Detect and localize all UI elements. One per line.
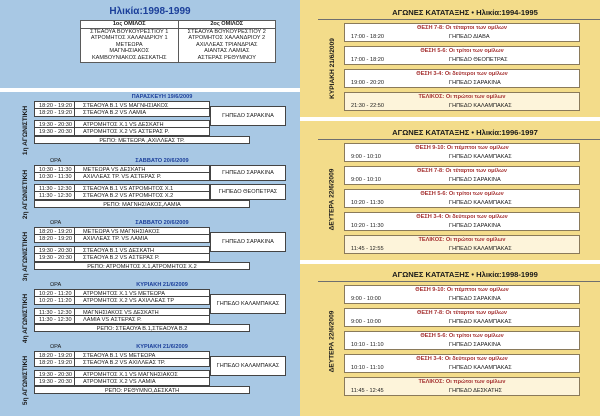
match-time: 19:30 - 20:30	[35, 378, 75, 385]
team: ΑΧΙΛΛΕΑΣ ΤΡΙΑΝΔΡΙΑΣ	[195, 41, 258, 48]
placement-time: 11:45 - 12:55	[351, 246, 384, 252]
placement-box	[344, 166, 580, 185]
court-name: ΓΗΠΕΔΟ ΣΑΡΑΚΙΝΑ	[210, 106, 286, 126]
section-separator	[300, 260, 600, 264]
placement-court: ΓΗΠΕΔΟ ΣΑΡΑΚΙΝΑ	[449, 80, 501, 86]
placement-time: 17:00 - 18:20	[351, 57, 384, 63]
placement-court: ΓΗΠΕΔΟ ΚΑΛΑΜΠΑΚΑΣ	[449, 365, 512, 371]
section-day	[326, 284, 338, 399]
round-label	[20, 228, 32, 284]
match-row	[34, 351, 210, 359]
match-teams: ΣΤΕΑΟΥΑ Β.2 VS ΛΑΜΙΑ	[83, 110, 147, 116]
section-day-text: ΚΥΡΙΑΚΗ 21/6/2009	[328, 37, 336, 99]
section-day	[326, 22, 338, 114]
placement-title: ΘΕΣΗ 7-8: Οι τέταρτοι των ομίλων	[417, 25, 507, 31]
time-header	[34, 94, 74, 101]
time-header: ΩΡΑ	[50, 220, 62, 226]
match-time: 18:20 - 19:20	[35, 359, 75, 366]
match-time: 10:20 - 11:20	[35, 297, 75, 304]
match-time: 11:30 - 12:30	[35, 309, 75, 315]
placement-box	[344, 23, 580, 42]
match-teams: ΑΧΙΛΛΕΑΣ ΤΡ. VS ΛΑΜΙΑ	[83, 236, 148, 242]
team: ΜΑΓΝΗΣΙΑΚΟΣ	[109, 48, 150, 55]
court-name: ΓΗΠΕΔΟ ΘΕΟΠΕΤΡΑΣ	[210, 184, 286, 200]
rest-teams: ΡΕΠΟ: ΣΤΕΑΟΥΑ Β.1,ΣΤΕΑΟΥΑ Β.2	[34, 324, 250, 332]
section-title: ΑΓΩΝΕΣ ΚΑΤΑΤΑΞΗΣ • Ηλικία:1996-1997	[392, 128, 538, 137]
placement-court: ΓΗΠΕΔΟ ΚΑΛΑΜΠΑΚΑΣ	[449, 319, 512, 325]
placement-box	[344, 285, 580, 304]
placement-time: 9:00 - 10:00	[351, 296, 381, 302]
placement-court: ΓΗΠΕΔΟ ΣΑΡΑΚΙΝΑ	[449, 342, 501, 348]
round-date: ΚΥΡΙΑΚΗ 21/6/2009	[136, 344, 188, 350]
match-time: 10:30 - 11:30	[35, 166, 75, 172]
placement-court: ΓΗΠΕΔΟ ΚΑΛΑΜΠΑΚΑΣ	[449, 246, 512, 252]
round-label-text: 5η ΑΓΩΝΙΣΤΙΚΗ	[22, 355, 30, 405]
match-teams: ΑΤΡΟΜΗΤΟΣ Χ.2 VS ΑΣΤΕΡΑΣ Ρ.	[83, 129, 170, 135]
match-row	[34, 101, 210, 109]
section-title: ΑΓΩΝΕΣ ΚΑΤΑΤΑΞΗΣ • Ηλικία:1998-1999	[392, 270, 538, 279]
divider	[0, 88, 300, 92]
placement-time: 21:30 - 22:50	[351, 103, 384, 109]
match-row	[34, 359, 210, 367]
group-1-teams	[81, 28, 179, 62]
court-name: ΓΗΠΕΔΟ ΣΑΡΑΚΙΝΑ	[210, 232, 286, 252]
placement-box	[344, 354, 580, 373]
placement-time: 11:45 - 12:45	[351, 388, 384, 394]
placement-box	[344, 377, 580, 396]
match-teams: ΣΤΕΑΟΥΑ Β.1 VS ΜΕΤΕΩΡΑ	[83, 353, 156, 358]
match-time: 10:30 - 11:30	[35, 173, 75, 180]
round-label-text: 3η ΑΓΩΝΙΣΤΙΚΗ	[22, 231, 30, 281]
placement-court: ΓΗΠΕΔΟ ΔΙΑΒΑ	[449, 34, 490, 40]
match-row	[34, 254, 210, 262]
round-label	[20, 166, 32, 222]
time-header: ΩΡΑ	[50, 282, 62, 288]
match-row	[34, 128, 210, 136]
round-label-text: 1η ΑΓΩΝΙΣΤΙΚΗ	[22, 105, 30, 155]
placement-box	[344, 308, 580, 327]
round-label-text: 2η ΑΓΩΝΙΣΤΙΚΗ	[22, 169, 30, 219]
placement-title: ΘΕΣΗ 5-6: Οι τρίτοι των ομίλων	[420, 333, 504, 339]
section-day-text: ΔΕΥΤΕΡΑ 22/6/2009	[328, 310, 336, 373]
section-separator	[300, 117, 600, 121]
match-teams: ΣΤΕΑΟΥΑ Β.1 VS ΜΑΓΝΗΣΙΑΚΟΣ	[83, 103, 169, 108]
placement-title: ΘΕΣΗ 3-4: Οι δεύτεροι των ομίλων	[416, 71, 508, 77]
section-rule	[318, 281, 600, 282]
match-teams: ΣΤΕΑΟΥΑ Β.2 VS ΑΣΤΕΡΑΣ Ρ.	[83, 255, 160, 261]
team: ΑΙΑΝΤΑΣ ΛΑΜΙΑΣ	[204, 48, 250, 55]
placement-time: 10:20 - 11:30	[351, 223, 384, 229]
placement-title: ΤΕΛΙΚΟΣ: Οι πρώτοι των ομίλων	[418, 237, 506, 243]
round-header	[34, 220, 250, 227]
placement-time: 9:00 - 10:10	[351, 154, 381, 160]
match-teams: ΑΤΡΟΜΗΤΟΣ Χ.2 VS ΛΑΜΙΑ	[83, 379, 156, 385]
team: ΣΤΕΑΟΥΑ ΒΟΥΚΟΥΡΕΣΤΙΟΥ 1	[90, 28, 169, 35]
match-time: 19:30 - 20:30	[35, 128, 75, 135]
match-time: 18:20 - 19:20	[35, 352, 75, 358]
rest-teams: ΡΕΠΟ: ΑΤΡΟΜΗΤΟΣ Χ.1,ΑΤΡΟΜΗΤΟΣ Χ.2	[34, 262, 250, 270]
round-date: ΣΑΒΒΑΤΟ 20/6/2009	[135, 158, 189, 164]
team: ΑΤΡΟΜΗΤΟΣ ΧΑΛΑΝΔΡΙΟΥ 1	[90, 35, 168, 42]
placement-time: 10:10 - 11:10	[351, 365, 384, 371]
placement-title: ΘΕΣΗ 5-6: Οι τρίτοι των ομίλων	[420, 48, 504, 54]
placement-time: 10:20 - 11:30	[351, 200, 384, 206]
placement-title: ΘΕΣΗ 9-10: Οι πέμπτοι των ομίλων	[415, 287, 509, 293]
placement-court: ΓΗΠΕΔΟ ΚΑΛΑΜΠΑΚΑΣ	[449, 200, 512, 206]
groups-table	[80, 20, 276, 63]
placement-title: ΘΕΣΗ 5-6: Οι τρίτοι των ομίλων	[420, 191, 504, 197]
placement-time: 19:00 - 20:20	[351, 80, 384, 86]
round-label-text: 4η ΑΓΩΝΙΣΤΙΚΗ	[22, 293, 30, 343]
rest-teams: ΡΕΠΟ: ΡΕΘΥΜΝΟ,ΔΕΣΚΑΤΗ	[34, 386, 250, 394]
match-time: 19:30 - 20:30	[35, 254, 75, 261]
placement-box	[344, 143, 580, 162]
match-row	[34, 289, 210, 297]
round-label	[20, 102, 32, 158]
section-rule	[318, 19, 600, 20]
placement-court: ΓΗΠΕΔΟ ΚΑΛΑΜΠΑΚΑΣ	[449, 154, 512, 160]
match-row	[34, 297, 210, 305]
team: ΑΤΡΟΜΗΤΟΣ ΧΑΛΑΝΔΡΙΟΥ 2	[188, 35, 266, 42]
placement-court: ΓΗΠΕΔΟ ΣΑΡΑΚΙΝΑ	[449, 223, 501, 229]
placement-court: ΓΗΠΕΔΟ ΔΕΣΚΑΤΗΣ	[449, 388, 502, 394]
placement-title: ΘΕΣΗ 7-8: Οι τέταρτοι των ομίλων	[417, 168, 507, 174]
section-title: ΑΓΩΝΕΣ ΚΑΤΑΤΑΞΗΣ • Ηλικία:1994-1995	[392, 8, 538, 17]
match-row	[34, 120, 210, 128]
placement-title: ΘΕΣΗ 3-4: Οι δεύτεροι των ομίλων	[416, 214, 508, 220]
placement-court: ΓΗΠΕΔΟ ΘΕΟΠΕΤΡΑΣ	[449, 57, 508, 63]
rest-teams: ΡΕΠΟ: ΜΕΤΕΩΡΑ ,ΑΧΙΛΛΕΑΣ ΤΡ.	[34, 136, 250, 144]
court-name: ΓΗΠΕΔΟ ΣΑΡΑΚΙΝΑ	[210, 165, 286, 181]
section-day	[326, 142, 338, 257]
match-time: 19:30 - 20:30	[35, 247, 75, 253]
placement-title: ΘΕΣΗ 7-8: Οι τέταρτοι των ομίλων	[417, 310, 507, 316]
round-date: ΣΑΒΒΑΤΟ 20/6/2009	[135, 220, 189, 226]
match-row	[34, 378, 210, 386]
match-time: 11:30 - 12:30	[35, 185, 75, 191]
team: ΣΤΕΑΟΥΑ ΒΟΥΚΟΥΡΕΣΤΙΟΥ 2	[187, 28, 266, 35]
round-label	[20, 352, 32, 408]
match-row	[34, 246, 210, 254]
match-row	[34, 370, 210, 378]
round-date: ΚΥΡΙΑΚΗ 21/6/2009	[136, 282, 188, 288]
match-teams: ΑΧΙΛΛΕΑΣ ΤΡ. VS ΑΣΤΕΡΑΣ Ρ.	[83, 174, 162, 180]
group-2-teams	[178, 28, 276, 62]
court-name: ΓΗΠΕΔΟ ΚΑΛΑΜΠΑΚΑΣ	[210, 356, 286, 376]
round-header	[34, 158, 250, 165]
section-day-text: ΔΕΥΤΕΡΑ 22/6/2009	[328, 168, 336, 231]
match-time: 18:20 - 19:20	[35, 228, 75, 234]
match-row	[34, 173, 210, 181]
placement-time: 17:00 - 18:20	[351, 34, 384, 40]
match-teams: ΑΤΡΟΜΗΤΟΣ Χ.1 VS ΜΕΤΕΩΡΑ	[83, 291, 165, 296]
round-header	[34, 282, 250, 289]
match-teams: ΛΑΜΙΑ VS ΑΣΤΕΡΑΣ Ρ.	[83, 317, 142, 323]
match-row	[34, 227, 210, 235]
placement-box	[344, 331, 580, 350]
match-time: 18:20 - 19:20	[35, 109, 75, 116]
placement-box	[344, 46, 580, 65]
group-1-header: 1ος ΟΜΙΛΟΣ	[81, 21, 179, 29]
placement-title: ΘΕΣΗ 3-4: Οι δεύτεροι των ομίλων	[416, 356, 508, 362]
rest-teams: ΡΕΠΟ: ΜΑΓΝΗΣΙΑΚΟΣ,ΛΑΜΙΑ	[34, 200, 250, 208]
match-teams: ΣΤΕΑΟΥΑ Β.2 VS ΑΧΙΛΛΕΑΣ ΤΡ.	[83, 360, 166, 366]
match-teams: ΜΕΤΕΩΡΑ VS ΜΑΓΝΗΣΙΑΚΟΣ	[83, 229, 160, 234]
section-rule	[318, 139, 600, 140]
team: ΚΑΜΒΟΥΝΙΑΚΟΣ ΔΕΣΚΑΤΗΣ	[91, 54, 167, 61]
age-title: Ηλικία:1998-1999	[109, 6, 191, 17]
placement-box	[344, 212, 580, 231]
match-teams: ΑΤΡΟΜΗΤΟΣ Χ.1 VS ΔΕΣΚΑΤΗ	[83, 122, 164, 127]
match-time: 18:20 - 19:20	[35, 235, 75, 242]
match-row	[34, 109, 210, 117]
placement-box	[344, 69, 580, 88]
placement-box	[344, 92, 580, 111]
placement-court: ΓΗΠΕΔΟ ΚΑΛΑΜΠΑΚΑΣ	[449, 103, 512, 109]
team: ΑΣΤΕΡΑΣ ΡΕΘΥΜΝΟΥ	[197, 54, 256, 61]
time-header: ΩΡΑ	[50, 344, 62, 350]
match-row	[34, 165, 210, 173]
placement-box	[344, 235, 580, 254]
match-row	[34, 316, 210, 324]
placement-court: ΓΗΠΕΔΟ ΣΑΡΑΚΙΝΑ	[449, 296, 501, 302]
match-teams: ΜΕΤΕΩΡΑ VS ΔΕΣΚΑΤΗ	[83, 167, 146, 172]
match-time: 19:30 - 20:30	[35, 121, 75, 127]
placement-time: 9:00 - 10:10	[351, 177, 381, 183]
match-time: 10:20 - 11:20	[35, 290, 75, 296]
team: ΜΕΤΕΩΡΑ	[115, 41, 143, 48]
match-teams: ΣΤΕΑΟΥΑ Β.2 VS ΑΤΡΟΜΗΤΟΣ Χ.2	[83, 193, 174, 199]
court-name: ΓΗΠΕΔΟ ΚΑΛΑΜΠΑΚΑΣ	[210, 294, 286, 314]
placement-court: ΓΗΠΕΔΟ ΣΑΡΑΚΙΝΑ	[449, 177, 501, 183]
round-date: ΠΑΡΑΣΚΕΥΗ 19/6/2009	[131, 94, 193, 100]
round-label	[20, 290, 32, 346]
match-teams: ΜΑΓΝΗΣΙΑΚΟΣ VS ΔΕΣΚΑΤΗ	[83, 310, 159, 315]
round-header	[34, 94, 250, 101]
placement-title: ΤΕΛΙΚΟΣ: Οι πρώτοι των ομίλων	[418, 94, 506, 100]
match-row	[34, 192, 210, 200]
match-time: 11:30 - 12:30	[35, 316, 75, 323]
placement-box	[344, 189, 580, 208]
match-time: 19:30 - 20:30	[35, 371, 75, 377]
match-teams: ΣΤΕΑΟΥΑ Β.1 VS ΔΕΣΚΑΤΗ	[83, 248, 155, 253]
match-teams: ΑΤΡΟΜΗΤΟΣ Χ.2 VS ΑΧΙΛΛΕΑΣ ΤΡ	[83, 298, 175, 304]
match-row	[34, 184, 210, 192]
placement-title: ΘΕΣΗ 9-10: Οι πέμπτοι των ομίλων	[415, 145, 509, 151]
match-time: 11:30 - 12:30	[35, 192, 75, 199]
match-row	[34, 308, 210, 316]
round-header	[34, 344, 250, 351]
group-2-header: 2ος ΟΜΙΛΟΣ	[178, 21, 276, 29]
placement-title: ΤΕΛΙΚΟΣ: Οι πρώτοι των ομίλων	[418, 379, 506, 385]
match-time: 18:20 - 19:20	[35, 102, 75, 108]
time-header: ΩΡΑ	[50, 158, 62, 164]
match-teams: ΑΤΡΟΜΗΤΟΣ Χ.1 VS ΜΑΓΝΗΣΙΑΚΟΣ	[83, 372, 178, 377]
match-teams: ΣΤΕΑΟΥΑ Β.1 VS ΑΤΡΟΜΗΤΟΣ Χ.1	[83, 186, 174, 191]
placement-time: 10:10 - 11:10	[351, 342, 384, 348]
placement-time: 9:00 - 10:00	[351, 319, 381, 325]
match-row	[34, 235, 210, 243]
